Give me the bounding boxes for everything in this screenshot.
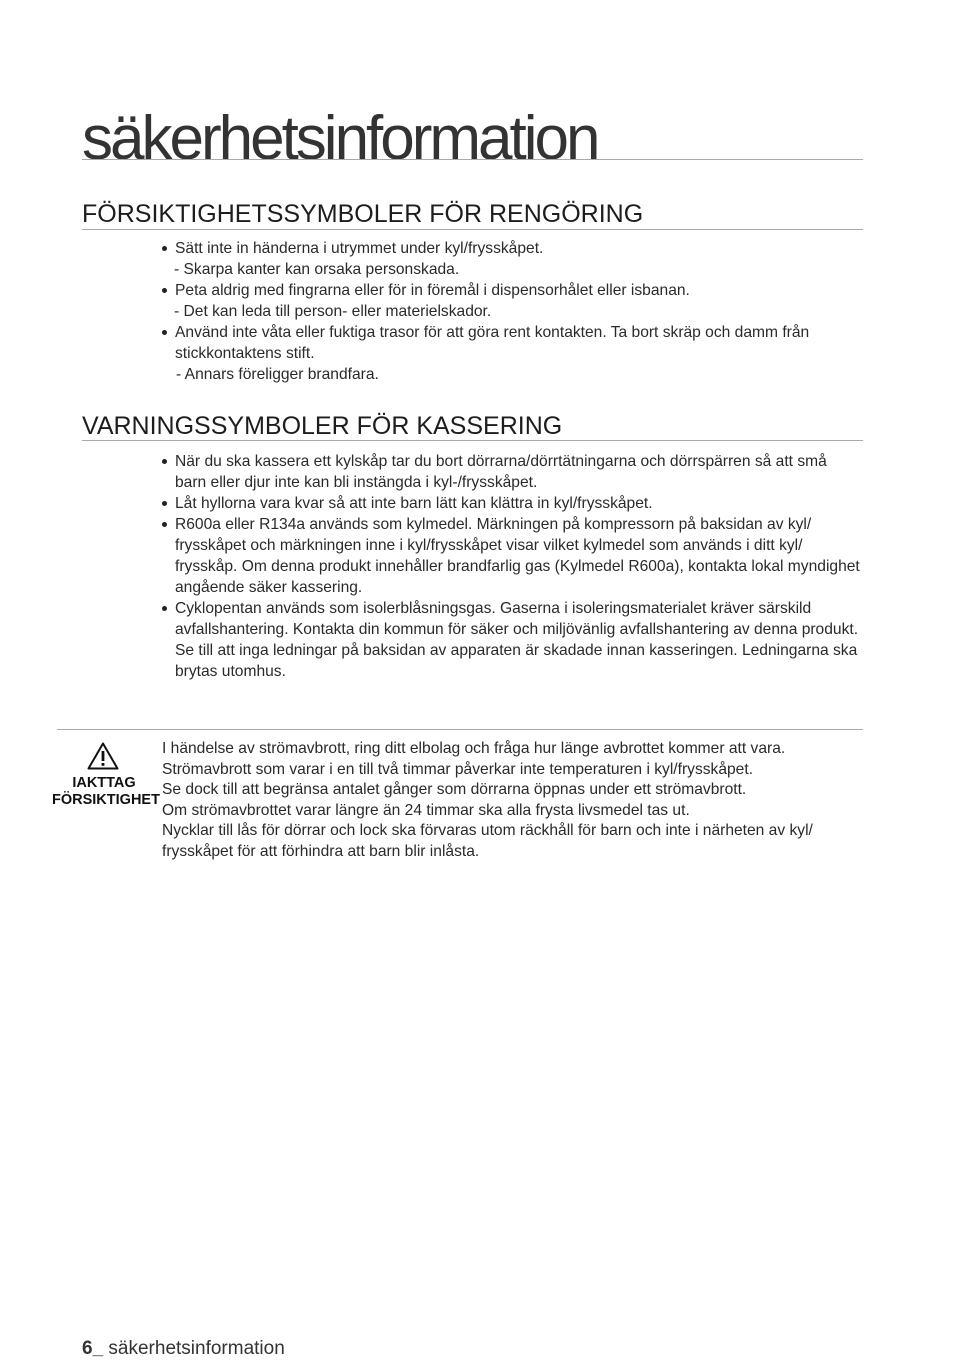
caution-line: I händelse av strömavbrott, ring ditt elbolag och fråga hur länge avbrottet kommer att vara. (162, 740, 786, 757)
page-footer (82, 1337, 285, 1361)
page-title: säkerhetsinformation (82, 104, 598, 173)
list-subitem: - Skarpa kanter kan orsaka personskada. (174, 261, 460, 278)
cleaning-section-heading: FÖRSIKTIGHETSSYMBOLER FÖR RENGÖRING (82, 200, 644, 228)
disposal-section-divider (82, 440, 863, 441)
list-item: Sätt inte in händerna i utrymmet under kyl/frysskåpet. (160, 238, 860, 259)
list-item: Peta aldrig med fingrarna eller för in föremål i dispensorhålet eller isbanan. (160, 280, 860, 301)
list-item: R600a eller R134a används som kylmedel. Märkningen på kompressorn på baksidan av kyl/ frysskåpet och märkningen inne i kyl/frysskåpet visar vilket kylmedel som används i ditt kyl/ frysskåp. Om denna produkt innehåller brandfarlig gas (Kylmedel R600a), kontakta lokal myndighet angående säker kassering. (160, 514, 860, 598)
caution-line: Nycklar till lås för dörrar och lock ska förvaras utom räckhåll för barn och inte i närheten av kyl/ frysskåpet för att förhindra att barn blir inlåsta. (162, 822, 813, 860)
caution-label-line2: FÖRSIKTIGHET (52, 792, 160, 808)
caution-divider (57, 729, 863, 730)
list-subitem: - Det kan leda till person- eller materielskador. (174, 303, 492, 320)
cleaning-precautions-list (160, 238, 860, 385)
caution-line: Se dock till att begränsa antalet gånger som dörrarna öppnas under ett strömavbrott. (162, 781, 747, 798)
list-item: Använd inte våta eller fuktiga trasor för att göra rent kontakten. Ta bort skräp och damm från stickkontaktens stift. (160, 322, 860, 364)
page-number: 6_ (82, 1338, 104, 1359)
list-subitem: - Annars föreligger brandfara. (176, 366, 379, 383)
list-item: Cyklopentan används som isolerblåsningsgas. Gaserna i isoleringsmaterialet kräver särskild avfallshantering. Kontakta din kommun för säker och miljövänlig avfallshantering av denna produkt. Se till att inga ledningar på baksidan av apparaten är skadade innan kasseringen. Ledningarna ska brytas utomhus. (160, 598, 860, 682)
caution-notice (162, 739, 862, 862)
footer-section-name: säkerhetsinformation (108, 1338, 285, 1359)
caution-label-line1: IAKTTAG (72, 775, 136, 791)
disposal-warnings-list (160, 451, 860, 682)
title-divider (82, 159, 863, 160)
list-item: När du ska kassera ett kylskåp tar du bort dörrarna/dörrtätningarna och dörrspärren så att små barn eller djur inte kan bli instängda i kyl-/frysskåpet. (160, 451, 860, 493)
caution-line: Strömavbrott som varar i en till två timmar påverkar inte temperaturen i kyl/frysskåpet. (162, 760, 754, 778)
disposal-section-heading: VARNINGSSYMBOLER FÖR KASSERING (82, 412, 563, 440)
caution-line: Om strömavbrottet varar längre än 24 timmar ska alla frysta livsmedel tas ut. (162, 801, 690, 819)
list-item: Låt hyllorna vara kvar så att inte barn lätt kan klättra in kyl/frysskåpet. (160, 493, 860, 514)
cleaning-section-divider (82, 229, 863, 230)
warning-triangle-icon (87, 742, 119, 770)
